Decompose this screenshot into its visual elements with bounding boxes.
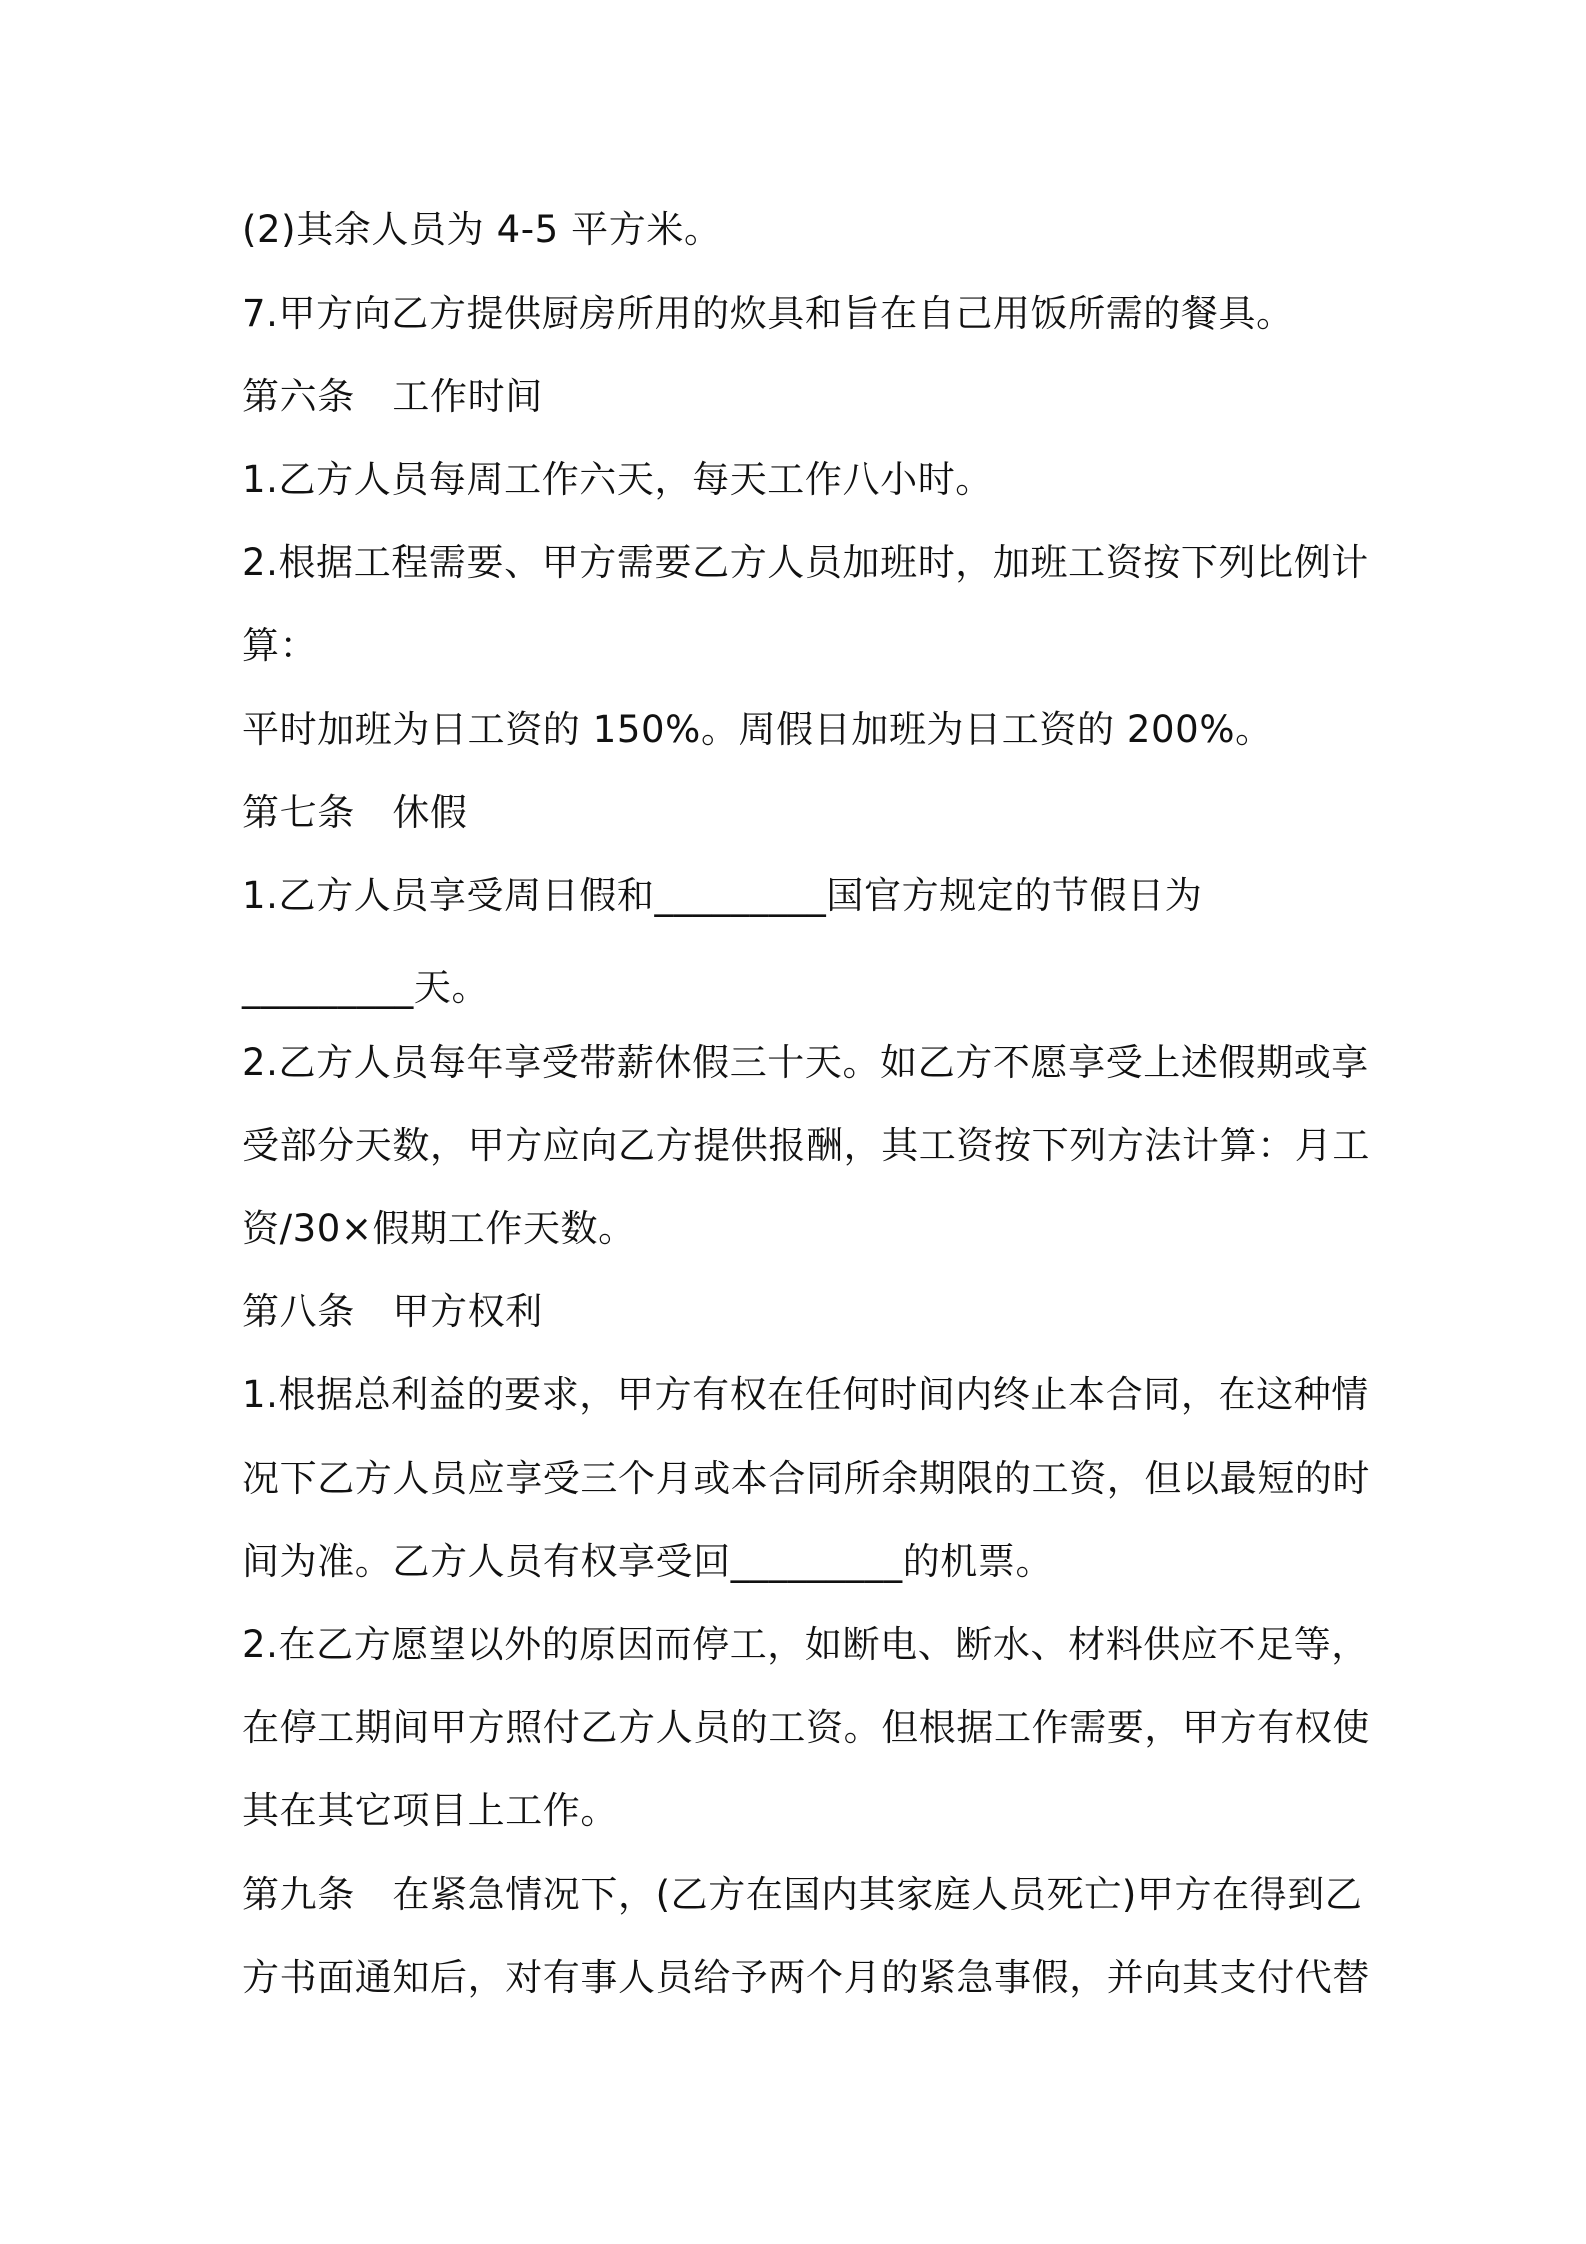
text-line: _________天。	[242, 966, 490, 1009]
text-line: 7.甲方向乙方提供厨房所用的炊具和旨在自己用饭所需的餐具。	[242, 292, 1294, 335]
text-line: 在停工期间甲方照付乙方人员的工资。但根据工作需要，甲方有权使	[242, 1706, 1370, 1749]
text-line: 其在其它项目上工作。	[242, 1789, 618, 1832]
text-line: 平时加班为日工资的 150%。周假日加班为日工资的 200%。	[242, 708, 1273, 751]
section-heading: 第六条 工作时间	[242, 375, 543, 418]
section-heading: 第九条 在紧急情况下，(乙方在国内其家庭人员死亡)甲方在得到乙	[242, 1873, 1363, 1916]
text-line: 2.根据工程需要、甲方需要乙方人员加班时，加班工资按下列比例计	[242, 541, 1369, 584]
text-line: 2.在乙方愿望以外的原因而停工，如断电、断水、材料供应不足等，	[242, 1623, 1369, 1666]
text-line: 1.乙方人员享受周日假和_________国官方规定的节假日为	[242, 874, 1203, 917]
text-line: 况下乙方人员应享受三个月或本合同所余期限的工资，但以最短的时	[242, 1457, 1370, 1500]
section-heading: 第八条 甲方权利	[242, 1290, 543, 1333]
text-line: (2)其余人员为 4-5 平方米。	[242, 208, 722, 251]
text-line: 方书面通知后，对有事人员给予两个月的紧急事假，并向其支付代替	[242, 1956, 1370, 1999]
text-line: 算：	[242, 624, 318, 667]
text-line: 间为准。乙方人员有权享受回_________的机票。	[242, 1540, 1054, 1583]
section-heading: 第七条 休假	[242, 791, 468, 834]
text-line: 1.根据总利益的要求，甲方有权在任何时间内终止本合同，在这种情	[242, 1373, 1369, 1416]
text-line: 2.乙方人员每年享受带薪休假三十天。如乙方不愿享受上述假期或享	[242, 1041, 1369, 1084]
text-line: 受部分天数，甲方应向乙方提供报酬，其工资按下列方法计算：月工	[242, 1124, 1370, 1167]
text-line: 1.乙方人员每周工作六天，每天工作八小时。	[242, 458, 993, 501]
text-line: 资/30×假期工作天数。	[242, 1207, 636, 1250]
